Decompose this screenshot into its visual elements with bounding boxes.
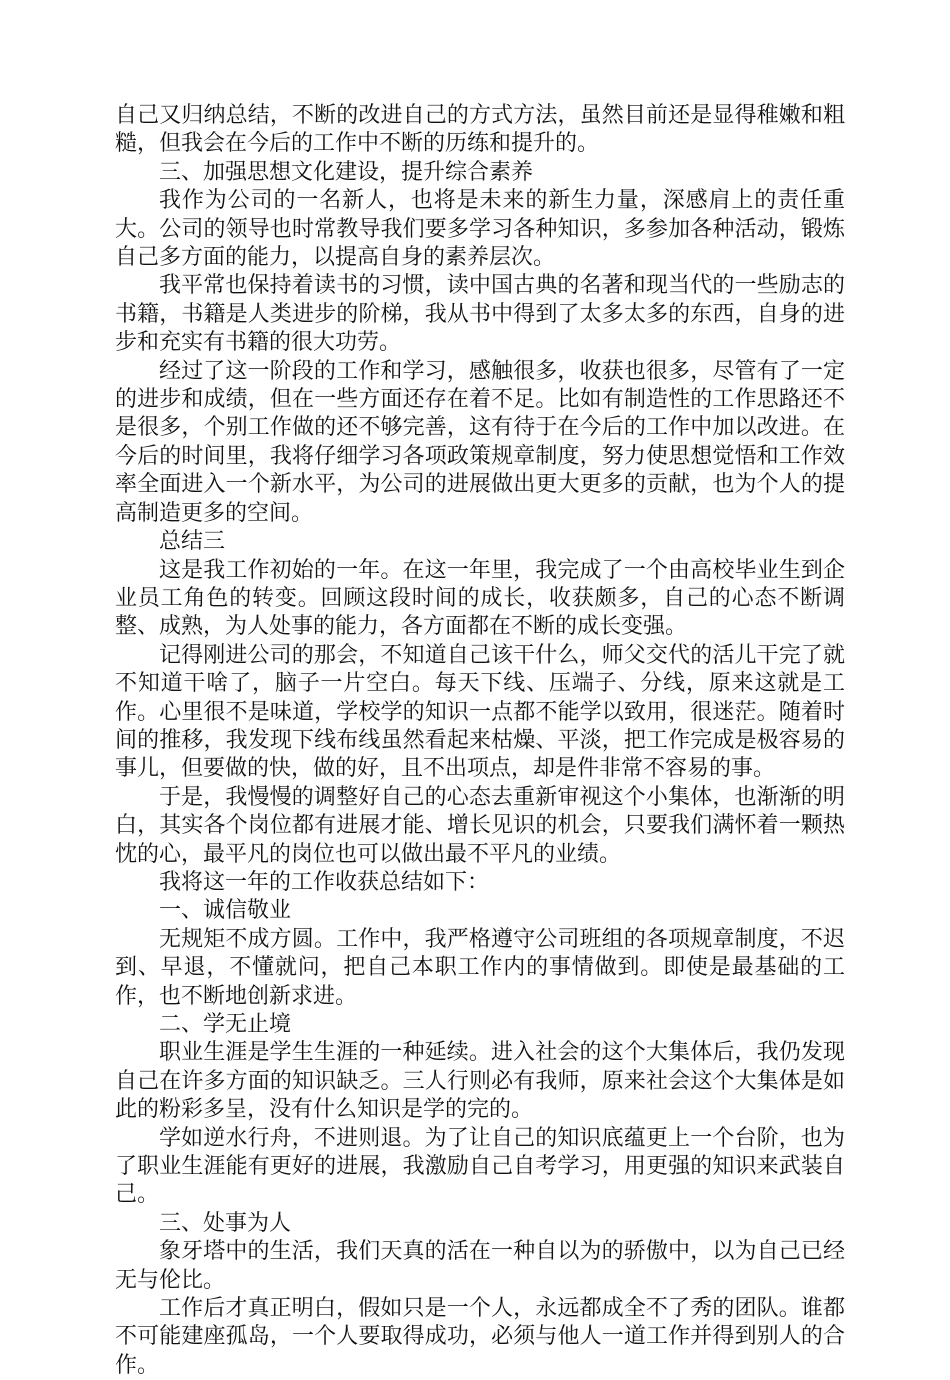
paragraph: 这是我工作初始的一年。在这一年里，我完成了一个由高校毕业生到企业员工角色的转变。回顾这段时间的成长，收获颇多，自己的心态不断调整、成熟，为人处事的能力，各方面都在不断的成长变强。 [115, 557, 845, 640]
section-heading: 一、诚信敬业 [159, 898, 292, 924]
paragraph: 于是，我慢慢的调整好自己的心态去重新审视这个小集体，也渐渐的明白，其实各个岗位都有进展才能、增长见识的机会，只要我们满怀着一颗热忱的心，最平凡的岗位也可以做出最不平凡的业绩。 [115, 784, 845, 867]
section-heading: 三、处事为人 [159, 1210, 292, 1236]
paragraph: 记得刚进公司的那会，不知道自己该干什么，师父交代的活儿干完了就不知道干啥了，脑子一片空白。每天下线、压端子、分线，原来这就是工作。心里很不是味道，学校学的知识一点都不能学以致用，很迷茫。随着时间的推移，我发现下线布线虽然看起来枯燥、平淡，把工作完成是极容易的事儿，但要做的快，做的好，且不出项点，却是件非常不容易的事。 [115, 642, 845, 782]
paragraph: 学如逆水行舟，不进则退。为了让自己的知识底蕴更上一个台阶，也为了职业生涯能有更好的进展，我激励自己自考学习，用更强的知识来武装自己。 [115, 1125, 845, 1208]
paragraph: 象牙塔中的生活，我们天真的活在一种自以为的骄傲中，以为自己已经无与伦比。 [115, 1239, 845, 1293]
paragraph: 我作为公司的一名新人，也将是未来的新生力量，深感肩上的责任重大。公司的领导也时常教导我们要多学习各种知识，多参加各种活动，锻炼自己多方面的能力，以提高自身的素养层次。 [115, 188, 845, 271]
section-heading: 三、加强思想文化建设，提升综合素养 [159, 159, 534, 185]
paragraph: 职业生涯是学生生涯的一种延续。进入社会的这个大集体后，我仍发现自己在许多方面的知识缺乏。三人行则必有我师，原来社会这个大集体是如此的粉彩多呈，没有什么知识是学的完的。 [115, 1040, 845, 1123]
paragraph: 无规矩不成方圆。工作中，我严格遵守公司班组的各项规章制度，不迟到、早退，不懂就问，把自己本职工作内的事情做到。即使是最基础的工作，也不断地创新求进。 [115, 926, 845, 1009]
document-body [115, 102, 845, 1380]
paragraph: 经过了这一阶段的工作和学习，感触很多，收获也很多，尽管有了一定的进步和成绩，但在一些方面还存在着不足。比如有制造性的工作思路还不是很多，个别工作做的还不够完善，这有待于在今后的工作中加以改进。在今后的时间里，我将仔细学习各项政策规章制度，努力使思想觉悟和工作效率全面进入一个新水平，为公司的进展做出更大更多的贡献，也为个人的提高制造更多的空间。 [115, 358, 845, 526]
paragraph: 自己又归纳总结，不断的改进自己的方式方法，虽然目前还是显得稚嫩和粗糙，但我会在今后的工作中不断的历练和提升的。 [115, 103, 845, 157]
paragraph: 我平常也保持着读书的习惯，读中国古典的名著和现当代的一些励志的书籍，书籍是人类进步的阶梯，我从书中得到了太多太多的东西，自身的进步和充实有书籍的很大功劳。 [115, 273, 845, 356]
section-heading: 我将这一年的工作收获总结如下： [159, 869, 490, 895]
section-heading: 二、学无止境 [159, 1012, 292, 1037]
paragraph: 工作后才真正明白，假如只是一个人，永远都成全不了秀的团队。谁都不可能建座孤岛，一个人要取得成功，必须与他人一道工作并得到别人的合作。 [115, 1296, 845, 1378]
section-heading: 总结三 [159, 529, 226, 555]
